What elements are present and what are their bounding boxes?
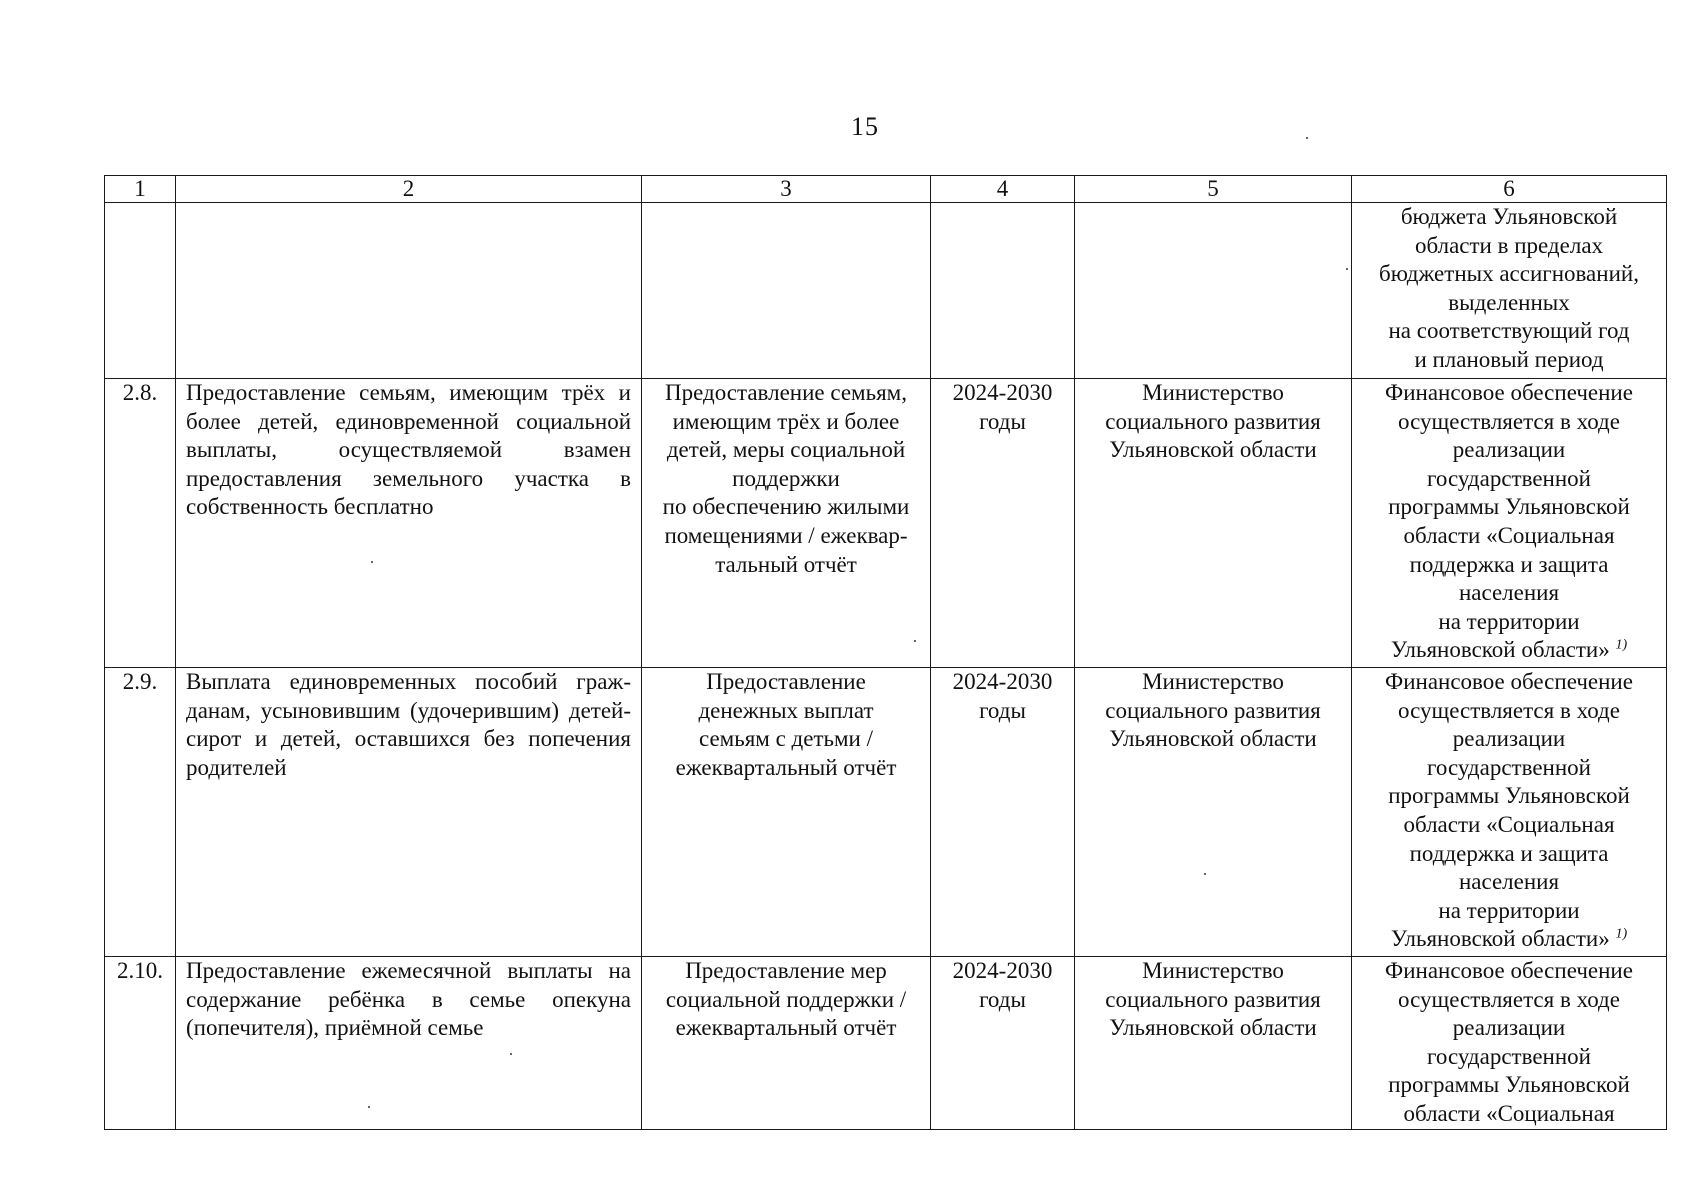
cell-empty: [642, 203, 931, 379]
footnote-mark: 1): [1615, 926, 1628, 942]
cell-result: Предоставление денежных выплат семьям с детьми / ежеквартальный отчёт: [642, 668, 931, 957]
cell-funding: [1352, 379, 1667, 668]
scan-speck: [914, 640, 916, 642]
cell-measure-name: Выплата единовременных пособий гражданам, усыновившим (удочерившим) детей-сирот и детей, оставшихся без попечения родителей: [176, 668, 642, 957]
table-row: [105, 379, 1667, 668]
cell-result: Предоставление семьям, имеющим трёх и более детей, меры социальной поддержки по обеспечению жилыми помещениями / ежеквар- тальный отчёт: [642, 379, 931, 668]
cell-funding: [1352, 668, 1667, 957]
scan-speck: [1346, 268, 1348, 270]
cell-executor: Министерство социального развития Ульяновской области: [1075, 668, 1352, 957]
cell-empty: [931, 203, 1075, 379]
header-col-5: 5: [1075, 176, 1352, 203]
cell-measure-name: Предоставление ежемесячной выплаты на содержание ребёнка в семье опекуна (попечителя), приёмной семье: [176, 957, 642, 1130]
funding-text: Финансовое обеспечение осуществляется в ходе реализации государственной программы Ульяновской области «Социальная поддержка и защита населения на территории Ульяновской области»: [1385, 380, 1633, 663]
cell-number: 2.9.: [105, 668, 176, 957]
cell-funding: Финансовое обеспечение осуществляется в ходе реализации государственной программы Ульяновской области «Социальная: [1352, 957, 1667, 1130]
funding-text: Финансовое обеспечение осуществляется в ходе реализации государственной программы Ульяновской области «Социальная поддержка и защита населения на территории Ульяновской области»: [1385, 669, 1633, 952]
header-col-3: 3: [642, 176, 931, 203]
cell-empty: [1075, 203, 1352, 379]
table-row: [105, 957, 1667, 1130]
header-col-6: 6: [1352, 176, 1667, 203]
cell-period: 2024-2030 годы: [931, 957, 1075, 1130]
scan-speck: [371, 561, 373, 563]
header-col-1: 1: [105, 176, 176, 203]
cell-period: 2024-2030 годы: [931, 668, 1075, 957]
scan-speck: [510, 1053, 512, 1055]
cell-period: 2024-2030 годы: [931, 379, 1075, 668]
measures-table: [104, 175, 1667, 1130]
scan-speck: [1204, 873, 1206, 875]
header-col-4: 4: [931, 176, 1075, 203]
header-row: [105, 176, 1667, 203]
footnote-mark: 1): [1615, 637, 1628, 653]
cell-measure-name: Предоставление семьям, имеющим трёх и более детей, единовременной социальной выплаты, осуществляемой взамен предоставления земельного участка в собственность бесплатно: [176, 379, 642, 668]
cell-number: 2.10.: [105, 957, 176, 1130]
scan-speck: [368, 1106, 370, 1108]
cell-empty: [105, 203, 176, 379]
table-row: [105, 668, 1667, 957]
cell-empty: [176, 203, 642, 379]
table-row-continuation: [105, 203, 1667, 379]
page-number: 15: [851, 112, 879, 141]
header-col-2: 2: [176, 176, 642, 203]
cell-number: 2.8.: [105, 379, 176, 668]
cell-executor: Министерство социального развития Ульяновской области: [1075, 957, 1352, 1130]
cell-executor: Министерство социального развития Ульяновской области: [1075, 379, 1352, 668]
cell-funding: бюджета Ульяновской области в пределах бюджетных ассигнований, выделенных на соответствующий год и плановый период: [1352, 203, 1667, 379]
scan-speck: [1306, 137, 1308, 139]
cell-result: Предоставление мер социальной поддержки / ежеквартальный отчёт: [642, 957, 931, 1130]
